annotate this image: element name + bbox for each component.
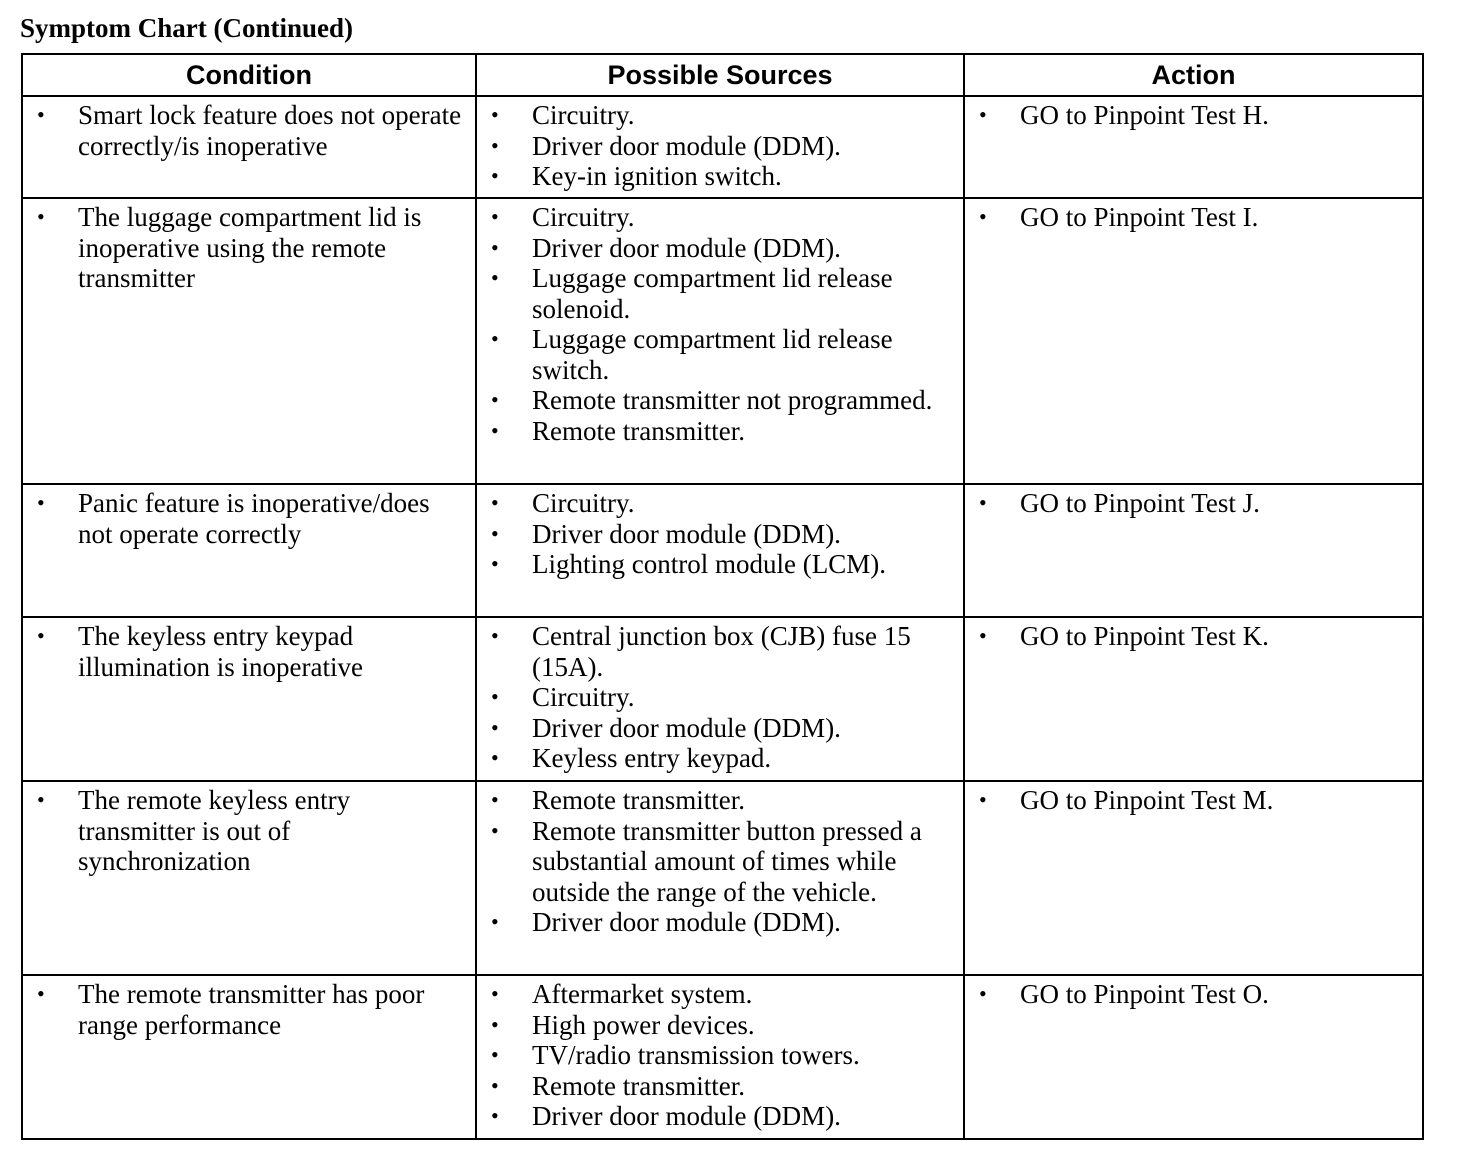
- bullet-icon: •: [491, 787, 499, 812]
- list-item: [23, 488, 465, 549]
- list-item-text: Driver door module (DDM).: [532, 1101, 841, 1131]
- list-item-text: Remote transmitter not programmed.: [532, 385, 933, 415]
- header-condition: Condition: [22, 54, 476, 96]
- list-item: [477, 324, 953, 385]
- list-item: [477, 1040, 953, 1071]
- header-row: [22, 54, 1423, 96]
- list-item-text: The keyless entry keypad illumination is inoperative: [78, 621, 363, 682]
- bullet-icon: •: [37, 204, 45, 229]
- list-item: [23, 785, 465, 877]
- list-item-text: Remote transmitter.: [532, 785, 745, 815]
- list-item-text: Remote transmitter.: [532, 415, 745, 446]
- bullet-icon: •: [37, 623, 45, 648]
- list-item-text: GO to Pinpoint Test I.: [1020, 202, 1259, 232]
- list-item-text: High power devices.: [532, 1009, 755, 1040]
- action-cell: [964, 781, 1423, 975]
- list-item: [23, 202, 465, 294]
- list-item: [477, 385, 953, 416]
- condition-cell: [22, 96, 476, 198]
- list-item: [965, 621, 1412, 652]
- bullet-list: [23, 782, 475, 881]
- bullet-list: [965, 97, 1422, 135]
- list-item-text: GO to Pinpoint Test J.: [1020, 488, 1260, 518]
- bullet-icon: •: [37, 787, 45, 812]
- possible-sources-cell: [476, 975, 964, 1139]
- bullet-icon: •: [979, 102, 987, 127]
- bullet-icon: •: [491, 684, 499, 709]
- bullet-list: [477, 485, 963, 584]
- bullet-list: [477, 199, 963, 450]
- list-item: [477, 233, 953, 264]
- bullet-icon: •: [491, 163, 499, 188]
- list-item: [965, 100, 1412, 131]
- bullet-list: [23, 618, 475, 686]
- list-item-text: Circuitry.: [532, 202, 635, 232]
- list-item: [477, 816, 953, 908]
- bullet-icon: •: [491, 520, 499, 546]
- table-row: [22, 96, 1423, 198]
- table-row: [22, 617, 1423, 781]
- list-item-text: Smart lock feature does not operate correctly/is inoperative: [78, 100, 462, 161]
- bullet-list: [965, 199, 1422, 237]
- list-item-text: Luggage compartment lid release solenoid.: [532, 263, 893, 324]
- bullet-list: [477, 782, 963, 942]
- list-item-text: Driver door module (DDM).: [532, 232, 841, 263]
- bullet-list: [965, 485, 1422, 523]
- bullet-icon: •: [979, 981, 987, 1006]
- bullet-icon: •: [37, 490, 45, 515]
- action-cell: [964, 617, 1423, 781]
- list-item-text: Lighting control module (LCM).: [532, 549, 886, 579]
- list-item: [965, 979, 1412, 1010]
- list-item: [477, 416, 953, 447]
- list-item: [477, 907, 953, 938]
- action-cell: [964, 96, 1423, 198]
- list-item: [477, 161, 953, 192]
- list-item: [477, 263, 953, 324]
- bullet-list: [23, 485, 475, 553]
- list-item-text: Remote transmitter button pressed a substantial amount of times while outside the range of the vehicle.: [532, 815, 922, 907]
- list-item: [477, 100, 953, 131]
- list-item-text: Driver door module (DDM).: [532, 907, 841, 937]
- list-item-text: Circuitry.: [532, 488, 635, 518]
- action-cell: [964, 975, 1423, 1139]
- bullet-icon: •: [979, 623, 987, 648]
- bullet-list: [965, 782, 1422, 820]
- list-item: [965, 488, 1412, 519]
- action-cell: [964, 484, 1423, 617]
- bullet-icon: •: [491, 234, 499, 260]
- list-item-text: Keyless entry keypad.: [532, 743, 772, 773]
- list-item-text: GO to Pinpoint Test M.: [1020, 785, 1274, 815]
- bullet-icon: •: [491, 132, 499, 158]
- list-item-text: GO to Pinpoint Test K.: [1020, 621, 1269, 651]
- bullet-icon: •: [37, 981, 45, 1006]
- list-item: [477, 202, 953, 233]
- bullet-icon: •: [491, 326, 499, 351]
- page-title: Symptom Chart (Continued): [20, 13, 354, 43]
- bullet-list: [477, 976, 963, 1136]
- bullet-icon: •: [491, 490, 499, 515]
- bullet-icon: •: [491, 387, 499, 412]
- table-row: [22, 975, 1423, 1139]
- bullet-icon: •: [491, 1103, 499, 1128]
- list-item: [965, 785, 1412, 816]
- bullet-icon: •: [491, 551, 499, 576]
- bullet-icon: •: [491, 265, 499, 290]
- bullet-icon: •: [979, 490, 987, 515]
- condition-cell: [22, 484, 476, 617]
- list-item: [477, 549, 953, 580]
- condition-cell: [22, 781, 476, 975]
- bullet-icon: •: [491, 1042, 499, 1067]
- header-possible-sources: Possible Sources: [476, 54, 964, 96]
- bullet-icon: •: [37, 102, 45, 127]
- list-item-text: Driver door module (DDM).: [532, 712, 841, 743]
- list-item-text: The remote keyless entry transmitter is out of synchronization: [78, 785, 351, 876]
- bullet-icon: •: [491, 1011, 499, 1037]
- bullet-icon: •: [491, 745, 499, 770]
- table-row: [22, 198, 1423, 484]
- bullet-list: [965, 976, 1422, 1014]
- possible-sources-cell: [476, 617, 964, 781]
- table-row: [22, 781, 1423, 975]
- table-row: [22, 484, 1423, 617]
- bullet-icon: •: [491, 623, 499, 648]
- list-item: [477, 713, 953, 744]
- list-item: [477, 488, 953, 519]
- list-item-text: The luggage compartment lid is inoperative using the remote transmitter: [78, 202, 422, 293]
- bullet-icon: •: [979, 204, 987, 229]
- list-item-text: Luggage compartment lid release switch.: [532, 324, 893, 385]
- list-item-text: Central junction box (CJB) fuse 15 (15A).: [532, 621, 911, 682]
- list-item-text: GO to Pinpoint Test H.: [1020, 100, 1269, 130]
- list-item: [23, 979, 465, 1040]
- bullet-list: [23, 97, 475, 165]
- list-item-text: Driver door module (DDM).: [532, 518, 841, 549]
- list-item: [477, 743, 953, 774]
- list-item-text: TV/radio transmission towers.: [532, 1040, 860, 1070]
- list-item: [477, 1101, 953, 1132]
- possible-sources-cell: [476, 96, 964, 198]
- symptom-chart-table: [21, 53, 1424, 1140]
- bullet-list: [477, 97, 963, 196]
- possible-sources-cell: [476, 781, 964, 975]
- list-item-text: GO to Pinpoint Test O.: [1020, 979, 1269, 1009]
- condition-cell: [22, 975, 476, 1139]
- table-body: [22, 96, 1423, 1139]
- bullet-icon: •: [491, 1072, 499, 1098]
- list-item-text: Driver door module (DDM).: [532, 130, 841, 161]
- bullet-icon: •: [491, 102, 499, 127]
- action-cell: [964, 198, 1423, 484]
- list-item-text: Circuitry.: [532, 100, 635, 130]
- possible-sources-cell: [476, 484, 964, 617]
- list-item: [477, 519, 953, 550]
- list-item: [477, 979, 953, 1010]
- condition-cell: [22, 617, 476, 781]
- list-item-text: Aftermarket system.: [532, 979, 753, 1009]
- list-item-text: Remote transmitter.: [532, 1070, 745, 1101]
- list-item: [477, 621, 953, 682]
- bullet-icon: •: [491, 417, 499, 443]
- bullet-icon: •: [491, 981, 499, 1006]
- list-item: [23, 621, 465, 682]
- bullet-icon: •: [979, 787, 987, 812]
- bullet-icon: •: [491, 204, 499, 229]
- list-item: [477, 785, 953, 816]
- possible-sources-cell: [476, 198, 964, 484]
- bullet-list: [23, 199, 475, 298]
- list-item-text: Key-in ignition switch.: [532, 161, 782, 191]
- list-item: [477, 1071, 953, 1102]
- bullet-icon: •: [491, 817, 499, 843]
- bullet-list: [23, 976, 475, 1044]
- header-action: Action: [964, 54, 1423, 96]
- list-item: [477, 682, 953, 713]
- condition-cell: [22, 198, 476, 484]
- list-item: [23, 100, 465, 161]
- list-item-text: The remote transmitter has poor range performance: [78, 979, 425, 1040]
- bullet-list: [477, 618, 963, 778]
- list-item: [965, 202, 1412, 233]
- list-item: [477, 131, 953, 162]
- list-item: [477, 1010, 953, 1041]
- list-item-text: Panic feature is inoperative/does not operate correctly: [78, 488, 430, 549]
- bullet-icon: •: [491, 909, 499, 934]
- bullet-icon: •: [491, 714, 499, 740]
- list-item-text: Circuitry.: [532, 682, 635, 712]
- bullet-list: [965, 618, 1422, 656]
